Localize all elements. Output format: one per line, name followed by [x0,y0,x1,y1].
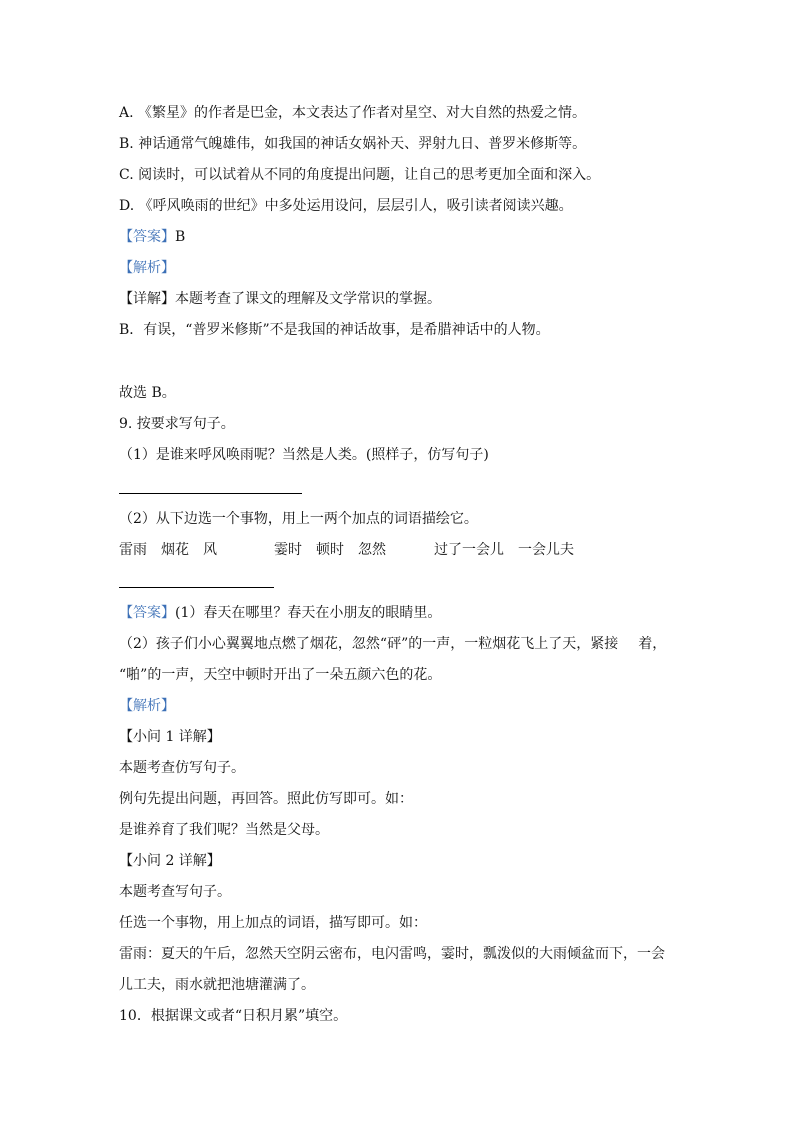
answer-blank-2 [119,587,274,588]
q9-title: 9. 按要求写句子。 [119,416,235,432]
q8-detail: 【详解】本题考查了课文的理解及文学常识的掌握。 [119,291,441,307]
word-group-while: 过了一会儿 一会儿夫 [434,542,574,558]
q8-detail-b: B．有误，“普罗米修斯”不是我国的神话故事，是希腊神话中的人物。 [119,322,550,338]
q8-answer-line [119,227,185,247]
q10-title: 10．根据课文或者“日积月累”填空。 [119,1008,348,1024]
word-group-instant: 霎时 顿时 忽然 [274,542,386,558]
option-a: A. 《繁星》的作者是巴金，本文表达了作者对星空、对大自然的热爱之情。 [119,105,587,121]
q9-part1: （1）是谁来呼风唤雨呢？当然是人类。(照样子，仿写句子) [119,447,489,463]
q8-analysis-tag: 【解析】 [119,260,175,276]
q9-word-choices [119,540,574,560]
sub1-line1: 本题考查仿写句子。 [119,760,245,776]
answer-tag: 【答案】 [119,605,175,621]
answer-blank-1 [119,493,302,494]
sub1-line3: 是谁养育了我们呢？当然是父母。 [119,822,329,838]
sub2-line2: 任选一个事物，用上加点的词语，描写即可。如： [119,915,427,931]
q9-answer1: (1）春天在哪里？春天在小朋友的眼睛里。 [175,605,442,621]
q9-answer2-line1 [119,634,666,654]
answer-value: B [175,229,186,245]
sub2-line3: 雷雨：夏天的午后，忽然天空阴云密布，电闪雷鸣，霎时，瓢泼似的大雨倾盆而下，一会 [119,946,665,962]
option-c: C. 阅读时，可以试着从不同的角度提出问题，让自己的思考更加全面和深入。 [119,167,601,183]
q9-answer-line [119,603,441,623]
q9-analysis-tag: 【解析】 [119,698,175,714]
sub2-tag: 【小问 2 详解】 [119,853,221,869]
option-b: B. 神话通常气魄雄伟，如我国的神话女娲补天、羿射九日、普罗米修斯等。 [119,136,587,152]
q9-part2: （2）从下边选一个事物，用上一两个加点的词语描绘它。 [119,511,478,527]
sub1-tag: 【小问 1 详解】 [119,729,221,745]
sub1-line2: 例句先提出问题，再回答。照此仿写即可。如： [119,791,413,807]
option-d: D. 《呼风唤雨的世纪》中多处运用设问，层层引人，吸引读者阅读兴趣。 [119,198,573,214]
q9-answer2-line2: “啪”的一声，天空中顿时开出了一朵五颜六色的花。 [119,667,442,683]
word-group-things: 雷雨 烟花 风 [119,542,217,558]
q9-answer2a-end: 着， [638,636,667,652]
q9-answer2a: （2）孩子们小心翼翼地点燃了烟花，忽然“砰”的一声，一粒烟花飞上了天，紧接 [119,636,619,652]
answer-tag: 【答案】 [119,229,175,245]
sub2-line4: 儿工夫，雨水就把池塘灌满了。 [119,977,315,993]
q8-conclusion: 故选 B。 [119,385,176,401]
sub2-line1: 本题考查写句子。 [119,884,231,900]
